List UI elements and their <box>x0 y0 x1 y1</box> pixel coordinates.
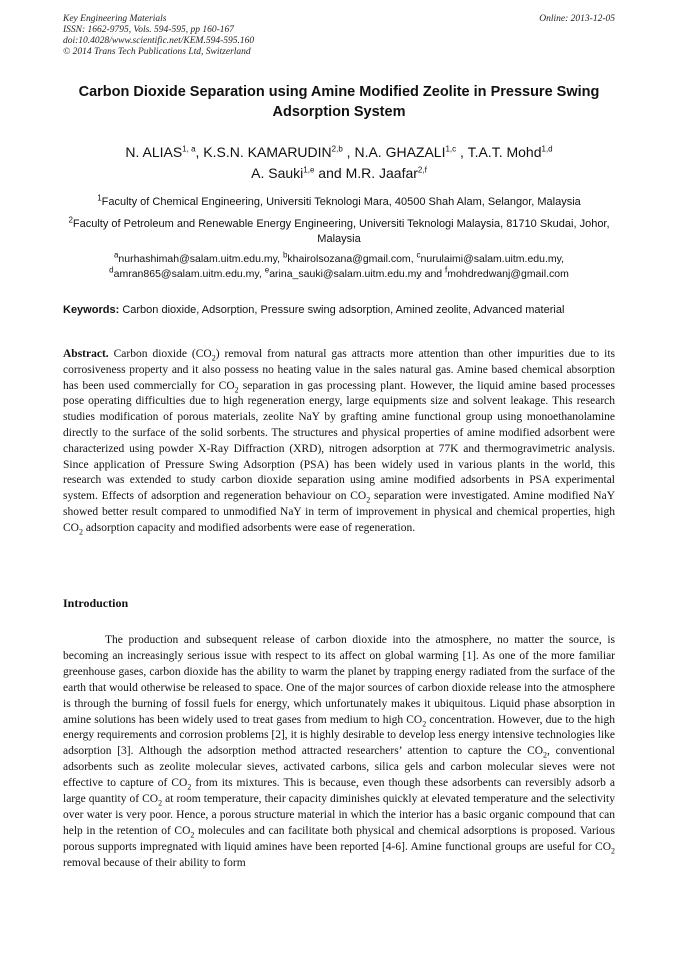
author-affiliation-mark: 1,d <box>541 144 553 154</box>
copyright-line: © 2014 Trans Tech Publications Ltd, Switzerland <box>63 47 251 57</box>
abstract-section: Abstract. Carbon dioxide $(CO_2)$ removal from natural gas attracts more attention than other impurities due to its corrosiveness property and it also possess no heating value in the sales natural gas. Amine based chemical absorption has been used commercially for $CO_2$ separation in gas processing plant. However, the liquid amine based processes pose operating difficulties due to high regeneration energy, large equipments size and solvent leakage. This research studies modification of porous materials, zeolite NaY by grafting amine functional group using monoethanolamine directly to the surface of the solid sorbents. The structures and physical properties of amine modified adsorbent were characterized using powder X-Ray Diffraction (XRD), nitrogen adsorption at 77K and thermogravimetric analysis. Since application of Pressure Swing Adsorption (PSA) has been widely used in various plants in the world, this research was extended to study carbon dioxide separation using amine modified adsorbents in PSA experimental system. Effects of adsorption and regeneration behaviour on $CO_2$ separation were investigated. Amine modified NaY showed better result compared to unmodified NaY in term of improvement in physical and chemical properties, high $CO_2$ adsorption capacity and modified adsorbents were ease of regeneration. <box>63 348 615 537</box>
author-affiliation-mark: 1,c <box>445 144 457 154</box>
journal-header <box>63 14 254 58</box>
introduction-paragraph: The production and subsequent release of carbon dioxide into the atmosphere, no matter the source, is becoming an increasingly serious issue with respect to its affect on global warming [1]. As one of the more familiar greenhouse gases, carbon dioxide has the ability to warm the planet by trapping energy radiated from the surface of the earth that would otherwise be released to space. One of the major sources of carbon dioxide release into the atmosphere is through the burning of fossil fuels for energy, which unfortunately makes it ubiquitous. Liquid phase absorption in amine solutions has been widely used to treat gases from medium to high $CO_2$ concentration. However, due to the high energy requirements and corrosion problems [2], it is highly desirable to develop less energy intensive technologies like adsorption [3]. Although the adsorption method attracted researchers’ attention to capture the $CO_2$, conventional adsorbents such as zeolite molecular sieves, activated carbons, silica gels and carbon molecular sieves were not effective to capture of $CO_2$ from its mixtures. This is because, even though these adsorbents can reversibly adsorb a large quantity of $CO_2$ at room temperature, their capacity diminishes quickly at elevated temperature and the selectivity over water is very poor. Hence, a porous structure material in which the interior has a basic organic compound that can help in the retention of $CO_2$ molecules and can facilitate both physical and chemical adsorptions is proposed. Various porous supports impregnated with liquid amines have been reported [4-6]. Amine functional groups are useful for $CO_2$ removal because of their ability to form <box>63 634 615 869</box>
author-affiliation-mark: 1, a <box>182 144 196 154</box>
abstract-label: Abstract. <box>63 348 109 360</box>
keywords-label: Keywords: <box>63 304 120 316</box>
author-name: K.S.N. KAMARUDIN <box>203 144 332 160</box>
journal-name: Key Engineering Materials <box>63 14 167 24</box>
email-address: mohdredwanj@gmail.com <box>447 267 569 280</box>
email-address: amran865@salam.uitm.edu.my <box>113 267 259 280</box>
author-name: A. Sauki <box>251 165 304 181</box>
email-address: nurhashimah@salam.uitm.edu.my <box>118 253 278 265</box>
email-address: khairolsozana@gmail.com <box>287 253 411 265</box>
email-address: nurulaimi@salam.uitm.edu.my <box>420 253 562 265</box>
author-affiliation-mark: 2,b <box>331 144 343 154</box>
author-name: M.R. Jaafar <box>345 165 418 181</box>
issn-line: ISSN: 1662-9795, Vols. 594-595, pp 160-167 <box>63 25 234 35</box>
author-affiliation-mark: 2,f <box>417 165 427 175</box>
author-name: N. ALIAS <box>125 144 183 160</box>
online-date: Online: 2013-12-05 <box>539 14 615 24</box>
affiliation-2: $^2$Faculty of Petroleum and Renewable Energy Engineering, Universiti Teknologi Malaysia, 81710 Skudai, Johor, Malaysia <box>68 215 610 245</box>
section-heading-introduction: Introduction <box>63 596 129 610</box>
author-list: N. ALIAS$^{1, a}$, K.S.N. KAMARUDIN$^{2,b}$ , N.A. GHAZALI$^{1,c}$ , T.A.T. Mohd$^{1,d}$ A. Sauki$^{1,e}$ and M.R. Jaafar$^{2,f}$ <box>125 144 553 181</box>
keywords-section <box>63 303 615 318</box>
author-emails: $^a$nurhashimah@salam.uitm.edu.my, $^b$khairolsozana@gmail.com, $^c$nurulaimi@salam.uitm.edu.my, $^d$amran865@salam.uitm.edu.my, $^e$arina_sauki@salam.uitm.edu.my and $^f$mohdredwanj@gmail.com <box>109 250 569 280</box>
keywords-text: Carbon dioxide, Adsorption, Pressure swing adsorption, Amined zeolite, Advanced material <box>122 304 565 316</box>
author-name: T.A.T. Mohd <box>467 144 542 160</box>
email-address: arina_sauki@salam.uitm.edu.my <box>269 267 422 280</box>
author-name: N.A. GHAZALI <box>354 144 446 160</box>
doi-line: doi:10.4028/www.scientific.net/KEM.594-595.160 <box>63 36 255 46</box>
paper-title: Carbon Dioxide Separation using Amine Modified Zeolite in Pressure Swing Adsorption System <box>78 84 600 120</box>
affiliation-1: $^1$Faculty of Chemical Engineering, Universiti Teknologi Mara, 40500 Shah Alam, Selangor, Malaysia <box>97 193 581 208</box>
author-affiliation-mark: 1,e <box>303 165 315 175</box>
